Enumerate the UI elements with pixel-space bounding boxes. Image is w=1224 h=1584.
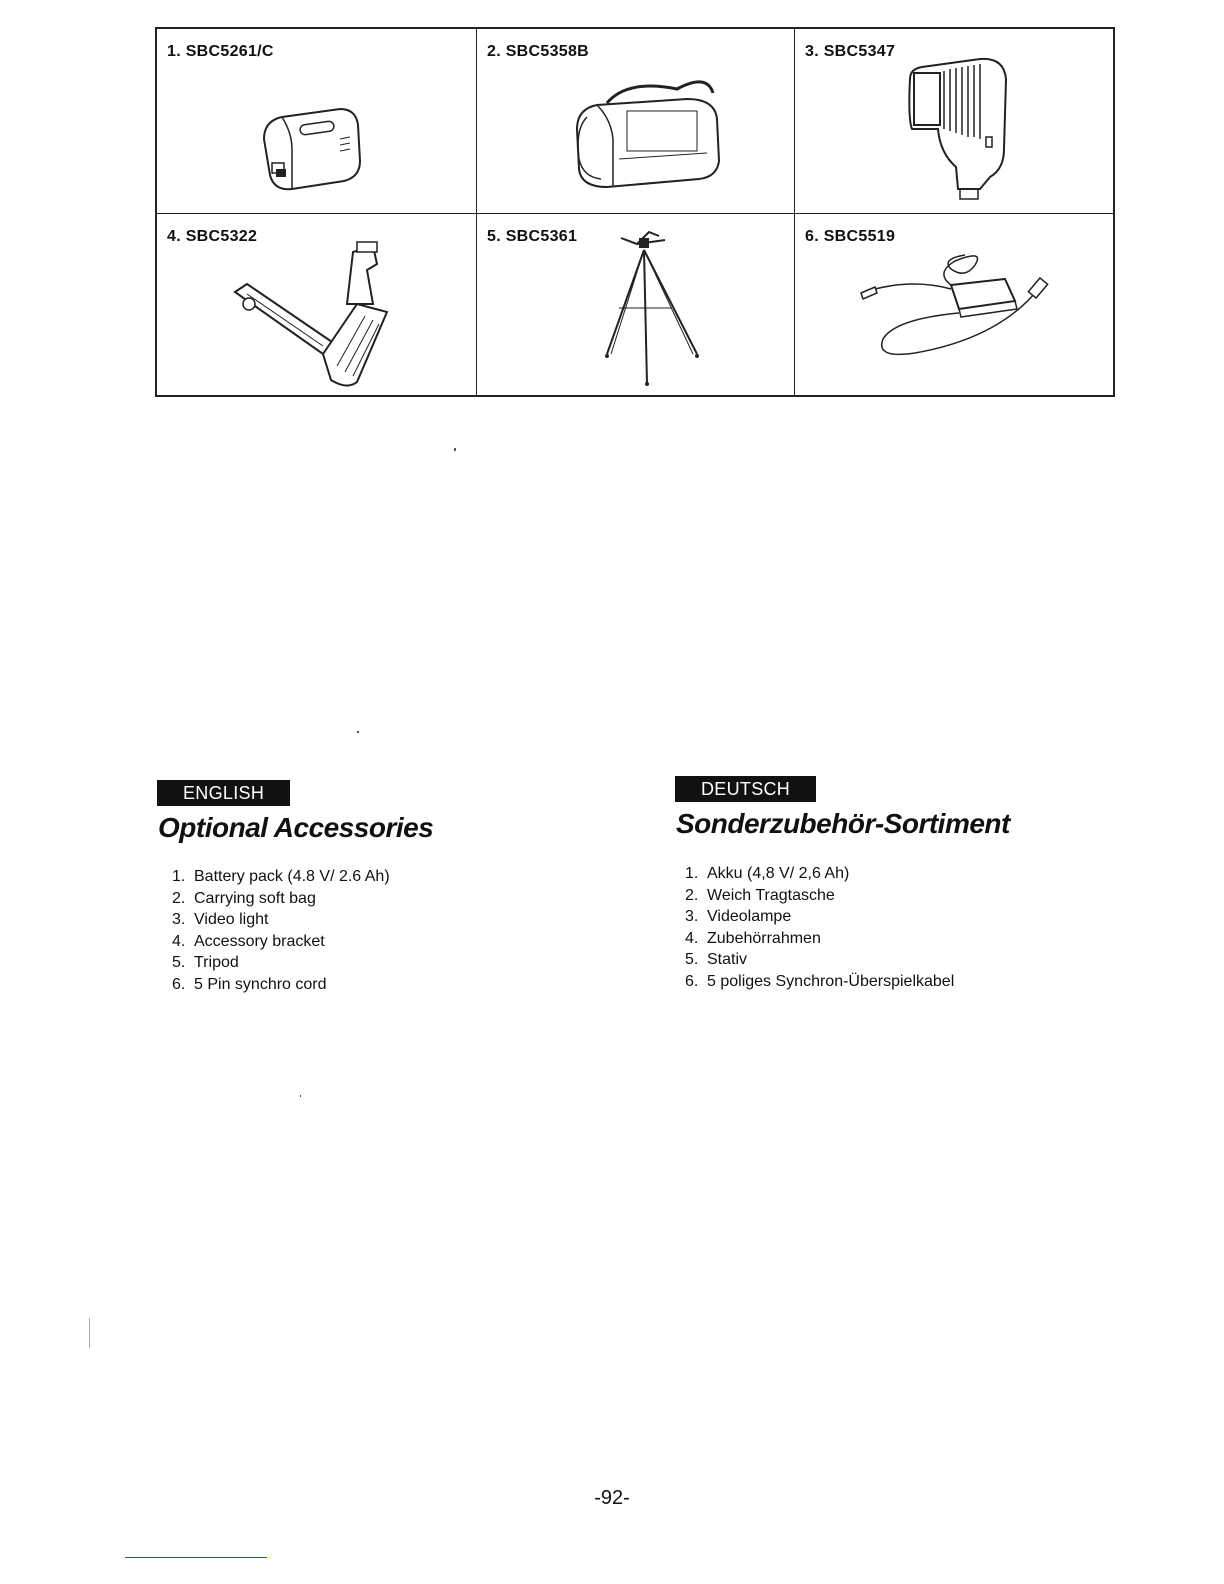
accessory-label: 5. SBC5361 bbox=[487, 228, 578, 245]
accessory-list-deutsch bbox=[685, 863, 954, 993]
accessory-label: 1. SBC5261/C bbox=[167, 43, 274, 60]
language-badge-english: ENGLISH bbox=[157, 780, 290, 806]
item-text: Tripod bbox=[194, 954, 239, 972]
accessory-label: 6. SBC5519 bbox=[805, 228, 896, 245]
list-item bbox=[172, 952, 390, 974]
accessory-label: 4. SBC5322 bbox=[167, 228, 258, 245]
list-item bbox=[685, 971, 954, 993]
list-item bbox=[685, 928, 954, 950]
item-text: Video light bbox=[194, 911, 269, 929]
item-text: Battery pack (4.8 V/ 2.6 Ah) bbox=[194, 868, 390, 885]
item-number: 1. bbox=[172, 868, 186, 885]
list-item bbox=[685, 863, 954, 885]
list-item bbox=[685, 949, 954, 971]
list-item bbox=[685, 885, 954, 907]
item-number: 6. bbox=[685, 972, 699, 990]
item-text: Carrying soft bag bbox=[194, 889, 316, 907]
item-text: Accessory bracket bbox=[194, 932, 325, 950]
item-number: 1. bbox=[685, 865, 699, 882]
accessory-bracket-icon bbox=[227, 234, 407, 394]
section-title-english: Optional Accessories bbox=[158, 812, 434, 843]
item-text: 5 poliges Synchron-Überspielkabel bbox=[707, 972, 955, 990]
item-number: 5. bbox=[172, 954, 186, 972]
video-light-icon bbox=[900, 49, 1030, 204]
list-item bbox=[172, 888, 390, 910]
item-text: Weich Tragtasche bbox=[707, 886, 835, 904]
item-number: 6. bbox=[172, 975, 186, 993]
item-text: Videolampe bbox=[707, 908, 792, 926]
item-number: 5. bbox=[685, 951, 699, 969]
accessory-label: 3. SBC5347 bbox=[805, 43, 896, 60]
list-item bbox=[172, 931, 390, 953]
list-item bbox=[172, 909, 390, 931]
item-number: 2. bbox=[685, 886, 699, 904]
item-text: 5 Pin synchro cord bbox=[194, 975, 327, 993]
synchro-cord-icon bbox=[855, 239, 1055, 369]
list-item bbox=[685, 906, 954, 928]
accessory-cell-5 bbox=[477, 214, 795, 395]
item-text: Stativ bbox=[707, 951, 748, 969]
item-number: 4. bbox=[172, 932, 186, 950]
list-item bbox=[172, 974, 390, 996]
scan-speck bbox=[454, 448, 456, 451]
item-text: Akku (4,8 V/ 2,6 Ah) bbox=[707, 865, 850, 882]
accessory-cell-4 bbox=[157, 214, 477, 395]
item-text: Zubehörrahmen bbox=[707, 929, 821, 947]
scan-speck bbox=[89, 1318, 90, 1348]
item-number: 3. bbox=[172, 911, 186, 929]
item-number: 2. bbox=[172, 889, 186, 907]
accessory-cell-6 bbox=[795, 214, 1113, 395]
page-number: -92- bbox=[594, 1487, 630, 1509]
list-item bbox=[172, 866, 390, 888]
language-badge-deutsch: DEUTSCH bbox=[675, 776, 816, 802]
accessory-list-english bbox=[172, 866, 390, 996]
accessory-cell-3 bbox=[795, 29, 1113, 214]
footer-rule bbox=[125, 1557, 267, 1558]
item-number: 4. bbox=[685, 929, 699, 947]
scan-speck bbox=[357, 731, 359, 733]
accessory-label: 2. SBC5358B bbox=[487, 43, 590, 60]
soft-bag-icon bbox=[567, 69, 727, 199]
tripod-icon bbox=[587, 224, 707, 389]
section-title-deutsch: Sonderzubehör-Sortiment bbox=[676, 808, 1010, 839]
scan-speck bbox=[300, 1095, 301, 1097]
item-number: 3. bbox=[685, 908, 699, 926]
accessories-grid bbox=[155, 27, 1115, 397]
accessory-cell-2 bbox=[477, 29, 795, 214]
accessory-cell-1 bbox=[157, 29, 477, 214]
battery-pack-icon bbox=[252, 99, 372, 194]
